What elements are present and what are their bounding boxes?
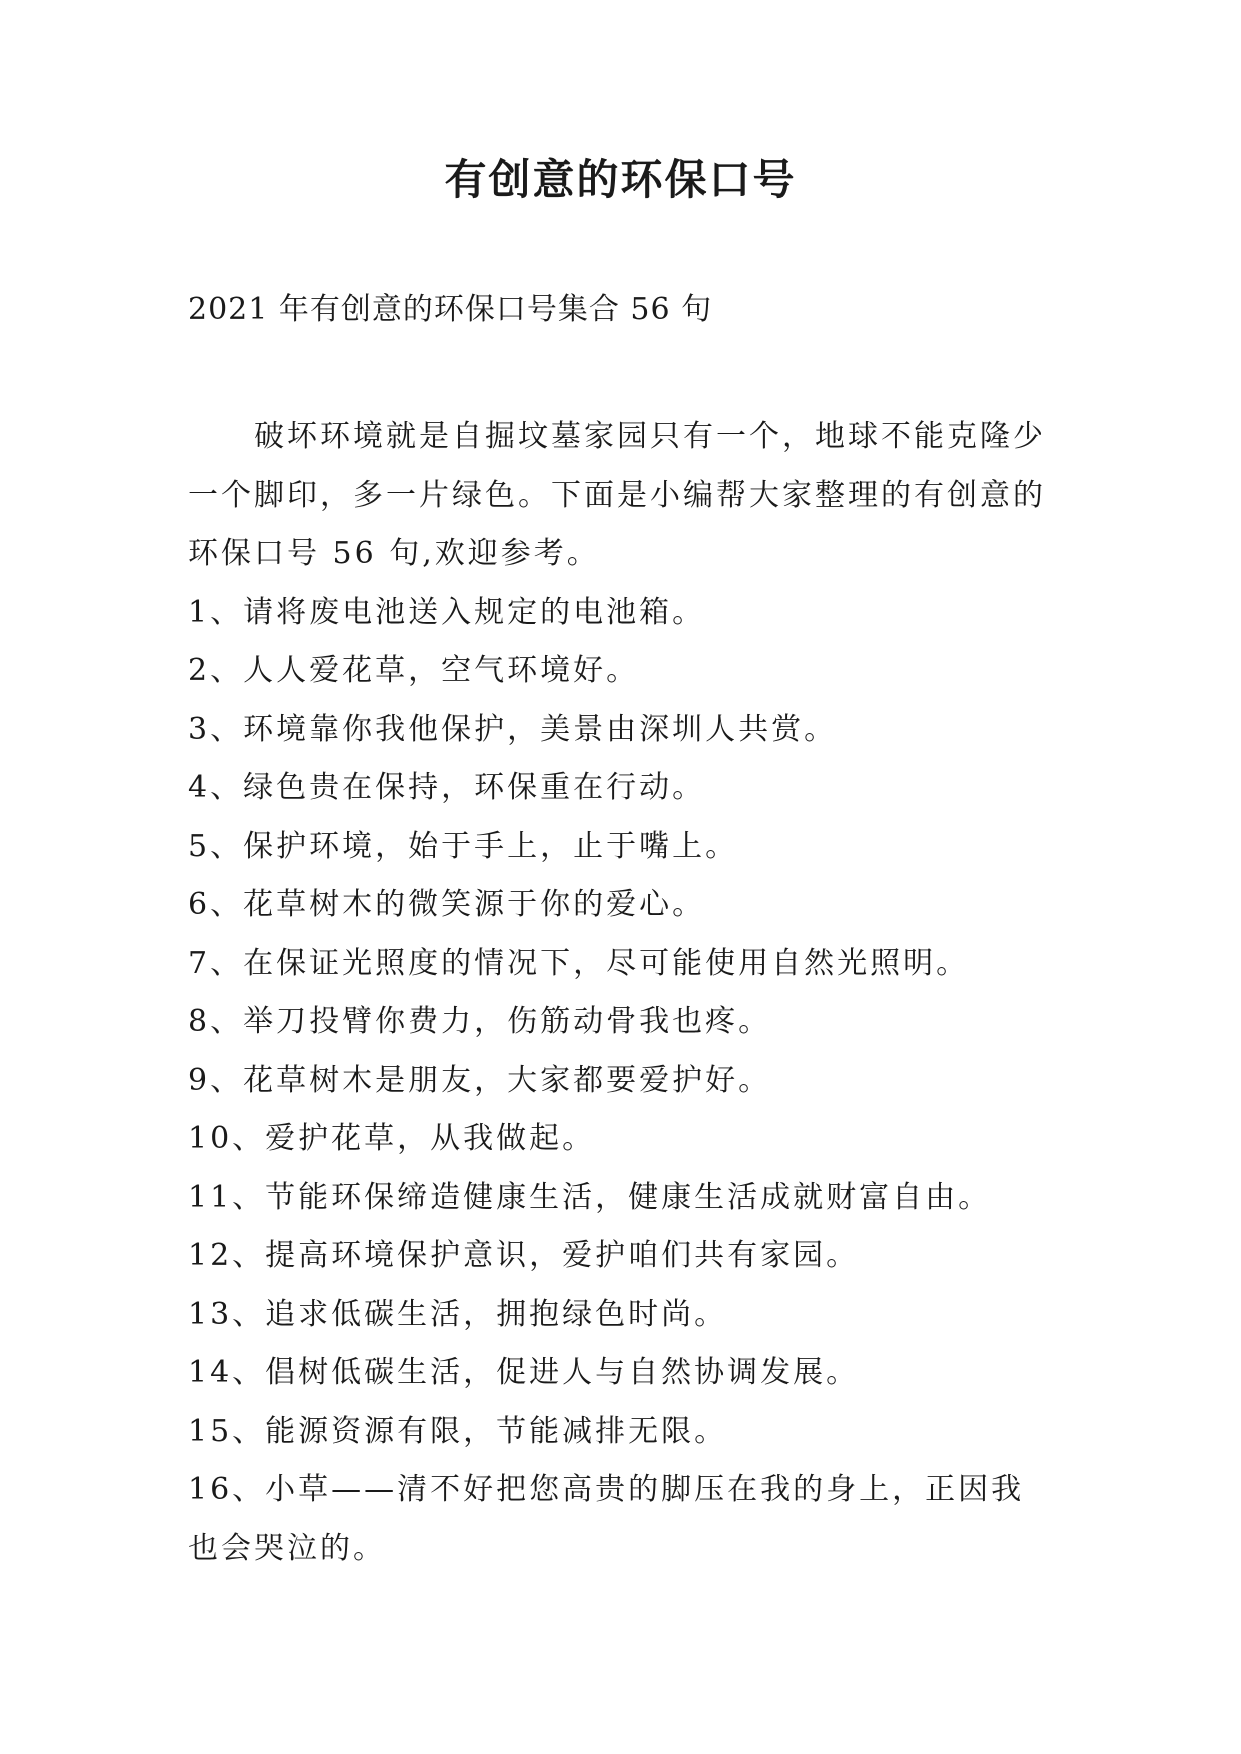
list-item: 8、举刀投臂你费力，伤筋动骨我也疼。 <box>188 1004 772 1039</box>
document-body <box>188 408 1056 1578</box>
list-item: 14、倡树低碳生活，促进人与自然协调发展。 <box>188 1355 860 1390</box>
document-title: 有创意的环保口号 <box>444 155 797 204</box>
document-subtitle: 2021 年有创意的环保口号集合 56 句 <box>188 292 713 327</box>
list-item: 7、在保证光照度的情况下，尽可能使用自然光照明。 <box>188 945 970 981</box>
list-item: 9、花草树木是朋友，大家都要爱护好。 <box>188 1062 772 1098</box>
list-item: 1、请将废电池送入规定的电池箱。 <box>188 594 706 630</box>
list-item: 10、爱护花草，从我做起。 <box>188 1121 596 1156</box>
list-item: 16、小草——清不好把您高贵的脚压在我的身上，正因我也会哭泣的。 <box>188 1472 1025 1566</box>
list-item: 2、人人爱花草，空气环境好。 <box>188 653 640 688</box>
slogan-list <box>188 584 1056 1579</box>
list-item: 5、保护环境，始于手上，止于嘴上。 <box>188 828 739 864</box>
list-item: 6、花草树木的微笑源于你的爱心。 <box>188 887 706 922</box>
list-item: 11、节能环保缔造健康生活，健康生活成就财富自由。 <box>188 1179 992 1215</box>
list-item: 4、绿色贵在保持，环保重在行动。 <box>188 770 706 805</box>
intro-paragraph: 破坏环境就是自掘坟墓家园只有一个，地球不能克隆少一个脚印，多一片绿色。下面是小编帮大家整理的有创意的环保口号 56 句,欢迎参考。 <box>188 419 1046 571</box>
list-item: 15、能源资源有限，节能减排无限。 <box>188 1413 728 1449</box>
list-item: 13、追求低碳生活，拥抱绿色时尚。 <box>188 1296 728 1332</box>
list-item: 3、环境靠你我他保护，美景由深圳人共赏。 <box>188 711 838 747</box>
list-item: 12、提高环境保护意识，爱护咱们共有家园。 <box>188 1238 860 1273</box>
